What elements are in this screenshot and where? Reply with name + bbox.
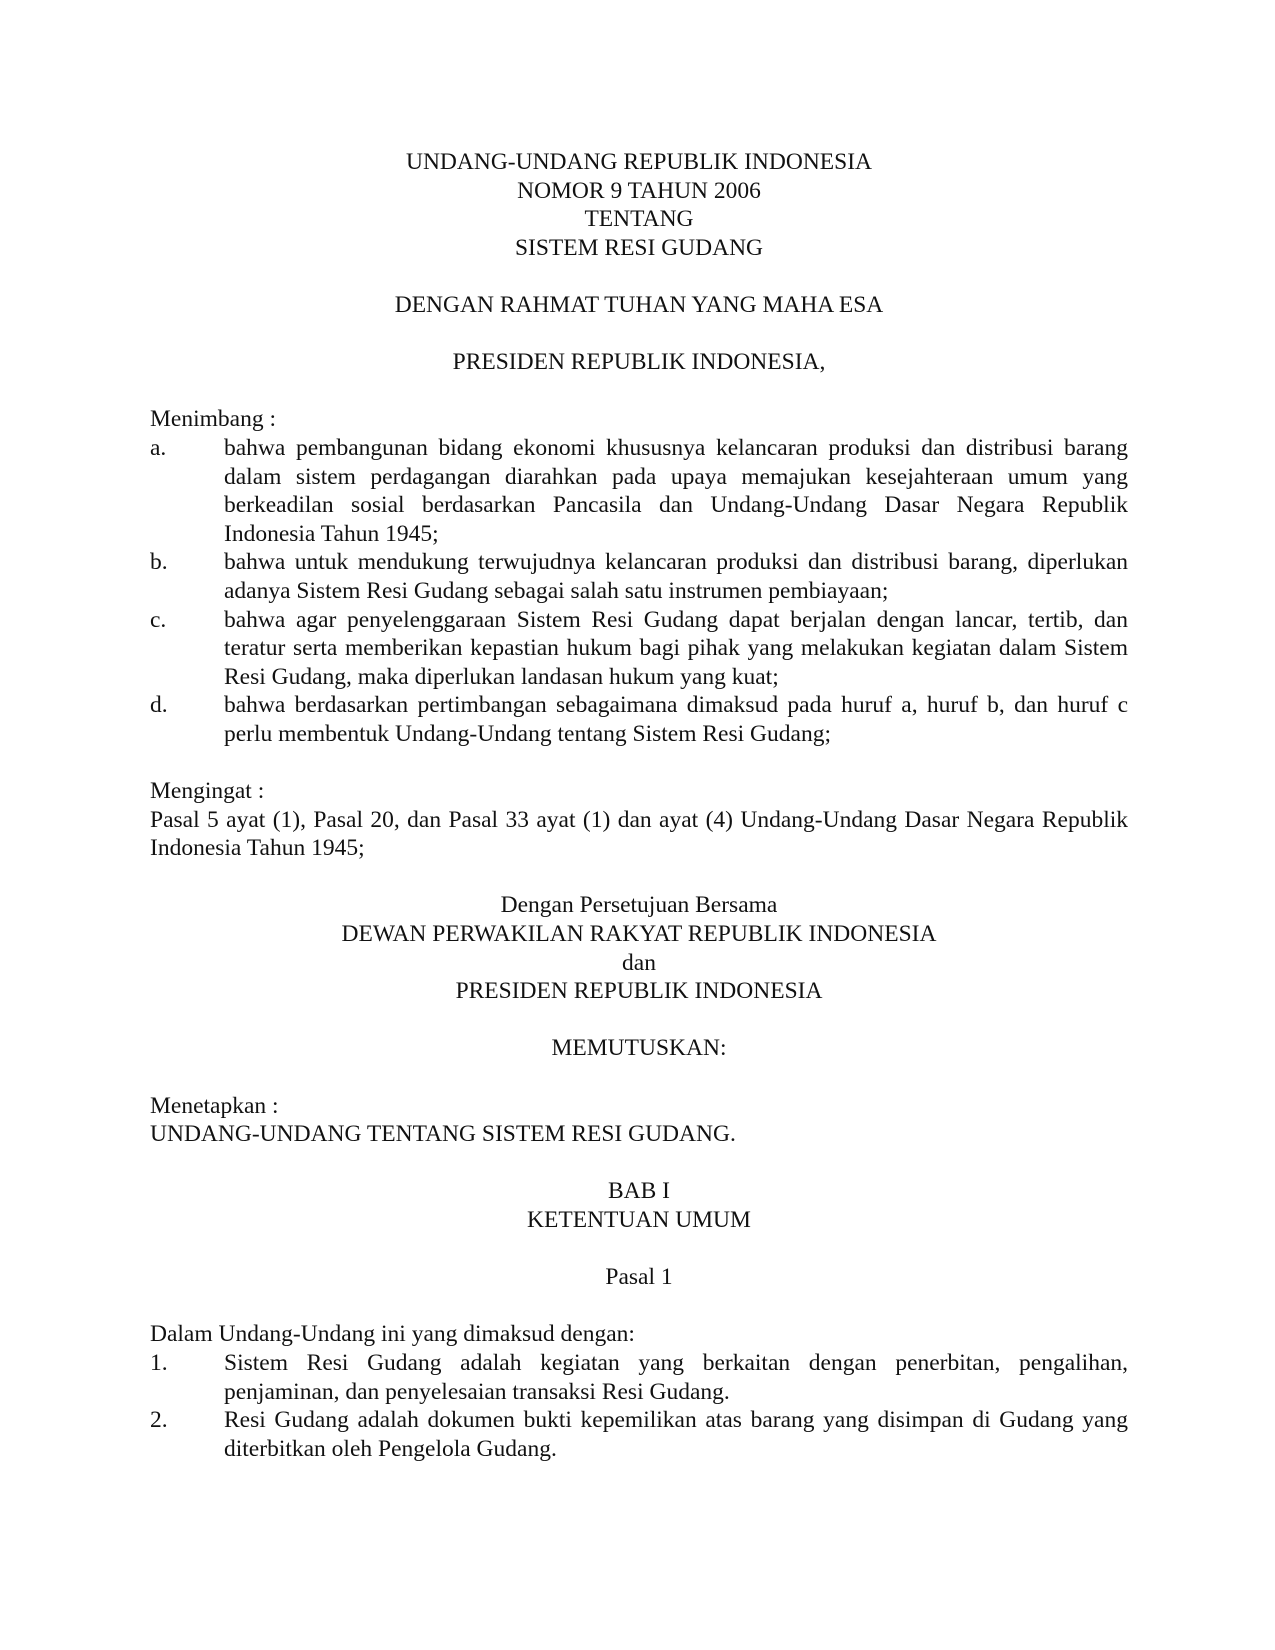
list-text: bahwa pembangunan bidang ekonomi khususnya kelancaran produksi dan distribusi barang dalam sistem perdagangan diarahkan pada upaya memajukan kesejahteraan umum yang berkeadilan sosial berdasarkan Pancasila dan Undang-Undang Dasar Negara Republik Indonesia Tahun 1945; — [224, 434, 1128, 547]
document-page — [150, 148, 1128, 1463]
menetapkan-text: UNDANG-UNDANG TENTANG SISTEM RESI GUDANG. — [150, 1121, 736, 1148]
mengingat-label: Mengingat : — [150, 778, 265, 805]
memutuskan-line: MEMUTUSKAN: — [551, 1035, 727, 1062]
bab-number: BAB I — [607, 1178, 671, 1205]
list-marker: a. — [150, 434, 167, 461]
list-item — [150, 548, 1128, 605]
list-marker: d. — [150, 692, 168, 719]
header-line: SISTEM RESI GUDANG — [514, 234, 764, 261]
list-item — [150, 1406, 1128, 1463]
menimbang-label: Menimbang : — [150, 406, 276, 433]
pasal-heading: Pasal 1 — [605, 1264, 673, 1291]
header-line: NOMOR 9 TAHUN 2006 — [517, 177, 761, 204]
persetujuan-line: DEWAN PERWAKILAN RAKYAT REPUBLIK INDONESIA — [341, 921, 937, 948]
bab-title: KETENTUAN UMUM — [527, 1206, 751, 1233]
list-marker: c. — [150, 606, 167, 633]
list-text: Resi Gudang adalah dokumen bukti kepemilikan atas barang yang disimpan di Gudang yang diterbitkan oleh Pengelola Gudang. — [224, 1407, 1128, 1462]
definitions-list — [150, 1349, 1128, 1463]
menetapkan-label: Menetapkan : — [150, 1092, 279, 1119]
header-line: UNDANG-UNDANG REPUBLIK INDONESIA — [405, 149, 873, 175]
menimbang-list — [150, 434, 1128, 749]
definitions-intro: Dalam Undang-Undang ini yang dimaksud dengan: — [150, 1321, 635, 1348]
list-text: bahwa untuk mendukung terwujudnya kelancaran produksi dan distribusi barang, diperlukan adanya Sistem Resi Gudang sebagai salah satu instrumen pembiayaan; — [224, 549, 1128, 604]
persetujuan-line: PRESIDEN REPUBLIK INDONESIA — [455, 978, 823, 1005]
bab-heading — [150, 1177, 1128, 1234]
blessing-line: DENGAN RAHMAT TUHAN YANG MAHA ESA — [394, 291, 884, 318]
list-text: bahwa agar penyelenggaraan Sistem Resi Gudang dapat berjalan dengan lancar, tertib, dan teratur serta memberikan kepastian hukum bagi pihak yang melakukan kegiatan dalam Sistem Resi Gudang, maka diperlukan landasan hukum yang kuat; — [224, 606, 1128, 690]
persetujuan-block — [150, 891, 1128, 1005]
president-line: PRESIDEN REPUBLIK INDONESIA, — [452, 349, 826, 376]
persetujuan-line: Dengan Persetujuan Bersama — [500, 892, 778, 919]
persetujuan-line: dan — [622, 949, 656, 976]
list-marker: 2. — [150, 1407, 168, 1434]
mengingat-text: Pasal 5 ayat (1), Pasal 20, dan Pasal 33 ayat (1) dan ayat (4) Undang-Undang Dasar Negara Republik Indonesia Tahun 1945; — [150, 806, 1128, 862]
list-item — [150, 691, 1128, 748]
header-line: TENTANG — [584, 206, 694, 233]
document-header — [150, 148, 1128, 262]
list-item — [150, 1349, 1128, 1406]
list-text: bahwa berdasarkan pertimbangan sebagaimana dimaksud pada huruf a, huruf b, dan huruf c perlu membentuk Undang-Undang tentang Sistem Resi Gudang; — [224, 692, 1128, 747]
list-text: Sistem Resi Gudang adalah kegiatan yang berkaitan dengan penerbitan, pengalihan, penjaminan, dan penyelesaian transaksi Resi Gudang. — [224, 1349, 1128, 1405]
list-marker: 1. — [150, 1349, 168, 1376]
list-item — [150, 606, 1128, 692]
list-marker: b. — [150, 549, 168, 576]
list-item — [150, 434, 1128, 548]
